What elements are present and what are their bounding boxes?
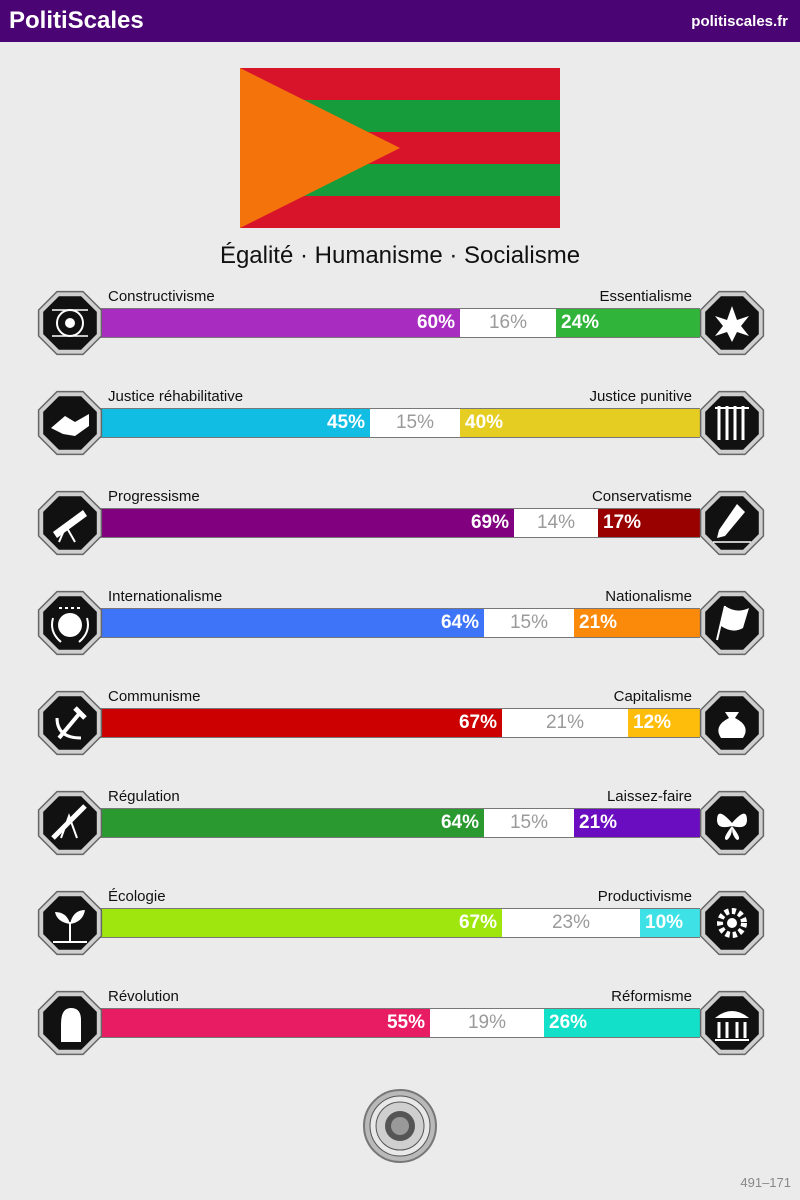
axis-neutral-segment: 19% xyxy=(430,1009,544,1037)
axis-right-segment: 40% xyxy=(460,409,700,437)
axis-bar xyxy=(100,308,700,338)
axis-right-label: Nationalisme xyxy=(605,588,692,605)
money-bag-icon xyxy=(697,688,767,758)
flag-icon xyxy=(697,588,767,658)
axis-left-segment: 67% xyxy=(100,909,502,937)
lotus-flower-icon xyxy=(697,288,767,358)
axis-bar xyxy=(100,808,700,838)
fountain-pen-icon xyxy=(697,488,767,558)
footer-code: 491–171 xyxy=(740,1175,791,1190)
handshake-icon xyxy=(35,388,105,458)
axis-neutral-segment: 14% xyxy=(514,509,598,537)
axis-right-label: Productivisme xyxy=(597,888,692,905)
axis-neutral-segment: 15% xyxy=(484,609,574,637)
raised-fist-icon xyxy=(35,988,105,1058)
axis-right-segment: 10% xyxy=(640,909,700,937)
axis-left-segment: 45% xyxy=(100,409,370,437)
axis-left-label: Communisme xyxy=(108,688,201,705)
axis-left-segment: 55% xyxy=(100,1009,430,1037)
axis-right-segment: 12% xyxy=(628,709,700,737)
axis-right-segment: 21% xyxy=(574,809,700,837)
axis-left-label: Révolution xyxy=(108,988,179,1005)
axis-left-label: Justice réhabilitative xyxy=(108,388,244,405)
axis-neutral-segment: 23% xyxy=(502,909,640,937)
axis-left-label: Régulation xyxy=(108,788,180,805)
telescope-icon xyxy=(35,488,105,558)
slogan: Égalité · Humanisme · Socialisme xyxy=(219,242,581,269)
axis-row xyxy=(0,588,800,668)
axis-right-label: Justice punitive xyxy=(589,388,692,405)
axis-right-label: Laissez-faire xyxy=(606,788,692,805)
axis-row xyxy=(0,388,800,468)
axis-right-segment: 24% xyxy=(556,309,700,337)
seal-badge-icon xyxy=(362,1088,438,1164)
globe-laurel-icon xyxy=(35,588,105,658)
axis-right-segment: 17% xyxy=(598,509,700,537)
axis-left-label: Constructivisme xyxy=(108,288,215,305)
axis-bar xyxy=(100,608,700,638)
prison-bars-icon xyxy=(697,388,767,458)
axis-right-segment: 21% xyxy=(574,609,700,637)
axis-row xyxy=(0,488,800,568)
axis-left-segment: 64% xyxy=(100,809,484,837)
axis-bar xyxy=(100,908,700,938)
header-bar xyxy=(0,0,800,42)
axis-left-segment: 60% xyxy=(100,309,460,337)
parliament-icon xyxy=(697,988,767,1058)
axis-row xyxy=(0,288,800,368)
axis-left-segment: 64% xyxy=(100,609,484,637)
axis-row xyxy=(0,988,800,1068)
gear-icon xyxy=(697,888,767,958)
site-link[interactable]: politiscales.fr xyxy=(691,13,788,30)
axis-left-label: Écologie xyxy=(108,888,166,905)
axis-left-label: Progressisme xyxy=(108,488,200,505)
axis-right-label: Capitalisme xyxy=(613,688,692,705)
axis-right-label: Conservatisme xyxy=(591,488,692,505)
axis-right-label: Réformisme xyxy=(611,988,692,1005)
butterflies-icon xyxy=(697,788,767,858)
app-title[interactable]: PolitiScales xyxy=(9,7,144,34)
eye-icon xyxy=(35,288,105,358)
ruler-compass-icon xyxy=(35,788,105,858)
axis-bar xyxy=(100,508,700,538)
axis-right-label: Essentialisme xyxy=(599,288,692,305)
axis-neutral-segment: 15% xyxy=(370,409,460,437)
axis-neutral-segment: 16% xyxy=(460,309,556,337)
axis-row xyxy=(0,788,800,868)
axis-bar xyxy=(100,1008,700,1038)
flag-image xyxy=(240,68,560,228)
axis-neutral-segment: 21% xyxy=(502,709,628,737)
axis-neutral-segment: 15% xyxy=(484,809,574,837)
hammer-sickle-icon xyxy=(35,688,105,758)
axis-row xyxy=(0,688,800,768)
axis-bar xyxy=(100,408,700,438)
axis-row xyxy=(0,888,800,968)
axis-left-label: Internationalisme xyxy=(108,588,223,605)
sprout-icon xyxy=(35,888,105,958)
axis-left-segment: 69% xyxy=(100,509,514,537)
axis-right-segment: 26% xyxy=(544,1009,700,1037)
axis-bar xyxy=(100,708,700,738)
axis-left-segment: 67% xyxy=(100,709,502,737)
